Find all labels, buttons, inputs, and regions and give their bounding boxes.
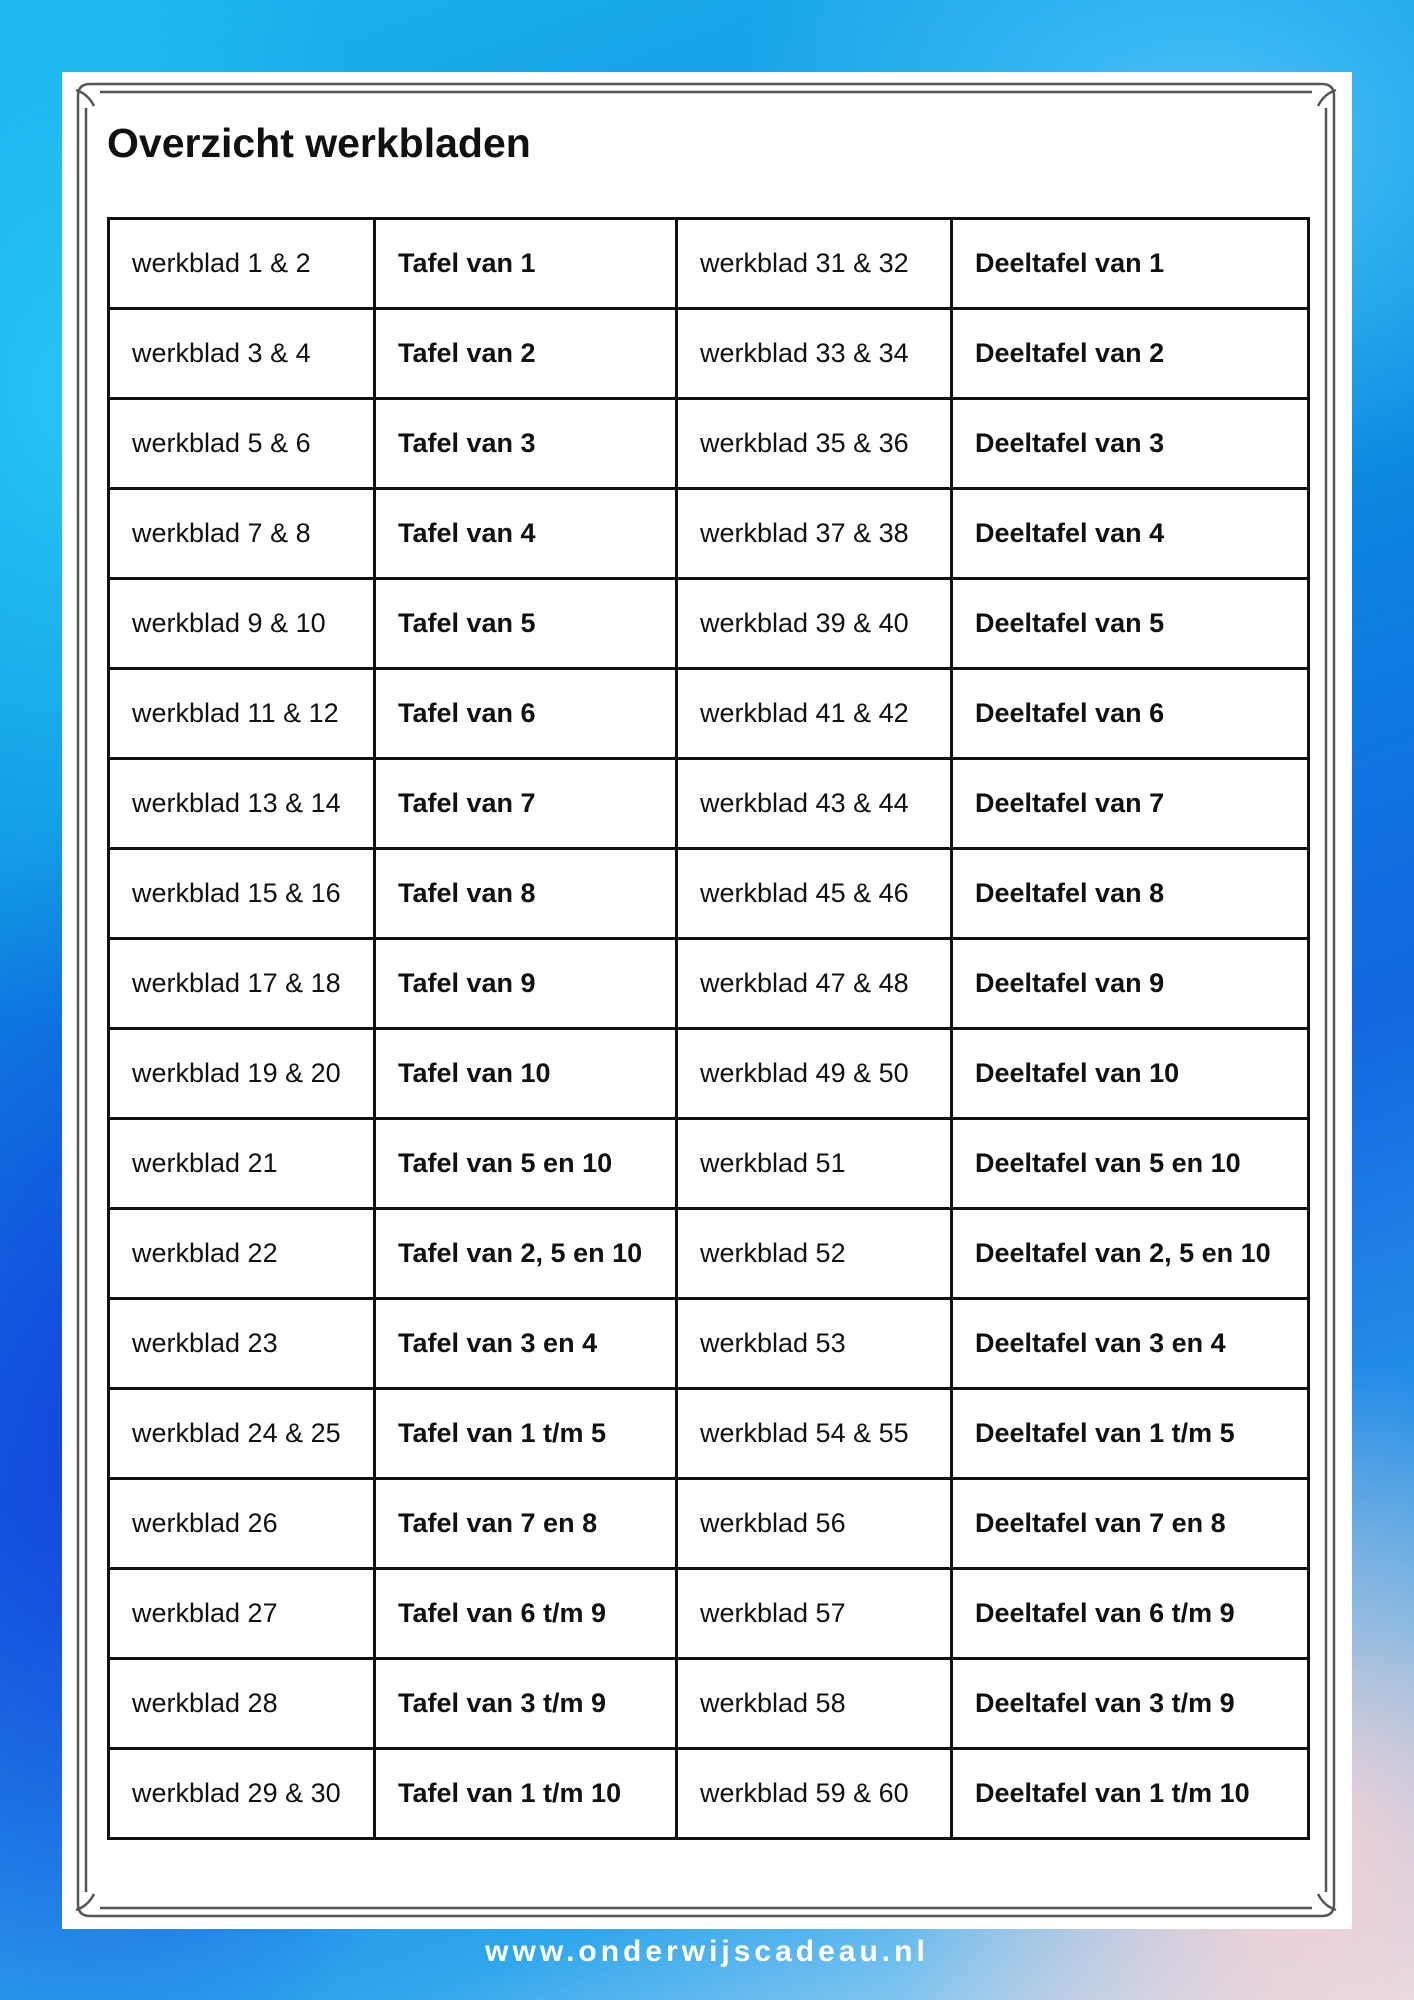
worksheet-number-cell: werkblad 15 & 16	[109, 849, 375, 939]
table-row	[109, 1659, 1309, 1749]
worksheet-number-cell: werkblad 19 & 20	[109, 1029, 375, 1119]
table-topic-cell: Tafel van 2, 5 en 10	[375, 1209, 677, 1299]
table-row	[109, 1299, 1309, 1389]
division-topic-cell: Deeltafel van 6	[952, 669, 1309, 759]
worksheet-number-cell: werkblad 57	[677, 1569, 952, 1659]
worksheet-number-cell: werkblad 27	[109, 1569, 375, 1659]
page-title: Overzicht werkbladen	[107, 120, 531, 166]
worksheet-number-cell: werkblad 21	[109, 1119, 375, 1209]
worksheet-number-cell: werkblad 54 & 55	[677, 1389, 952, 1479]
division-topic-cell: Deeltafel van 6 t/m 9	[952, 1569, 1309, 1659]
table-topic-cell: Tafel van 1 t/m 10	[375, 1749, 677, 1839]
division-topic-cell: Deeltafel van 3 en 4	[952, 1299, 1309, 1389]
division-topic-cell: Deeltafel van 3 t/m 9	[952, 1659, 1309, 1749]
worksheet-number-cell: werkblad 9 & 10	[109, 579, 375, 669]
worksheet-number-cell: werkblad 33 & 34	[677, 309, 952, 399]
table-row	[109, 1569, 1309, 1659]
worksheet-number-cell: werkblad 29 & 30	[109, 1749, 375, 1839]
worksheet-number-cell: werkblad 22	[109, 1209, 375, 1299]
worksheet-number-cell: werkblad 56	[677, 1479, 952, 1569]
table-row	[109, 669, 1309, 759]
division-topic-cell: Deeltafel van 2, 5 en 10	[952, 1209, 1309, 1299]
division-topic-cell: Deeltafel van 1 t/m 5	[952, 1389, 1309, 1479]
table-topic-cell: Tafel van 1 t/m 5	[375, 1389, 677, 1479]
division-topic-cell: Deeltafel van 1	[952, 219, 1309, 309]
worksheet-number-cell: werkblad 17 & 18	[109, 939, 375, 1029]
table-row	[109, 579, 1309, 669]
table-topic-cell: Tafel van 3 t/m 9	[375, 1659, 677, 1749]
table-topic-cell: Tafel van 5 en 10	[375, 1119, 677, 1209]
worksheet-number-cell: werkblad 47 & 48	[677, 939, 952, 1029]
table-topic-cell: Tafel van 6 t/m 9	[375, 1569, 677, 1659]
worksheet-number-cell: werkblad 11 & 12	[109, 669, 375, 759]
worksheet-number-cell: werkblad 43 & 44	[677, 759, 952, 849]
table-topic-cell: Tafel van 1	[375, 219, 677, 309]
division-topic-cell: Deeltafel van 1 t/m 10	[952, 1749, 1309, 1839]
division-topic-cell: Deeltafel van 5 en 10	[952, 1119, 1309, 1209]
table-row	[109, 309, 1309, 399]
division-topic-cell: Deeltafel van 7 en 8	[952, 1479, 1309, 1569]
worksheet-number-cell: werkblad 51	[677, 1119, 952, 1209]
worksheet-number-cell: werkblad 58	[677, 1659, 952, 1749]
table-row	[109, 489, 1309, 579]
worksheet-number-cell: werkblad 52	[677, 1209, 952, 1299]
table-row	[109, 759, 1309, 849]
worksheet-number-cell: werkblad 53	[677, 1299, 952, 1389]
table-row	[109, 849, 1309, 939]
worksheet-number-cell: werkblad 39 & 40	[677, 579, 952, 669]
division-topic-cell: Deeltafel van 3	[952, 399, 1309, 489]
table-topic-cell: Tafel van 6	[375, 669, 677, 759]
table-topic-cell: Tafel van 5	[375, 579, 677, 669]
table-topic-cell: Tafel van 10	[375, 1029, 677, 1119]
worksheet-number-cell: werkblad 23	[109, 1299, 375, 1389]
division-topic-cell: Deeltafel van 5	[952, 579, 1309, 669]
worksheet-overview-table	[107, 217, 1310, 1840]
table-body	[109, 219, 1309, 1839]
worksheet-page	[62, 72, 1352, 1929]
worksheet-number-cell: werkblad 7 & 8	[109, 489, 375, 579]
worksheet-number-cell: werkblad 45 & 46	[677, 849, 952, 939]
division-topic-cell: Deeltafel van 8	[952, 849, 1309, 939]
division-topic-cell: Deeltafel van 9	[952, 939, 1309, 1029]
footer-url: www.onderwijscadeau.nl	[485, 1935, 929, 1968]
table-topic-cell: Tafel van 7 en 8	[375, 1479, 677, 1569]
worksheet-number-cell: werkblad 35 & 36	[677, 399, 952, 489]
table-topic-cell: Tafel van 7	[375, 759, 677, 849]
table-row	[109, 1389, 1309, 1479]
table-row	[109, 1749, 1309, 1839]
table-row	[109, 1119, 1309, 1209]
table-row	[109, 1029, 1309, 1119]
worksheet-number-cell: werkblad 31 & 32	[677, 219, 952, 309]
table-topic-cell: Tafel van 2	[375, 309, 677, 399]
worksheet-number-cell: werkblad 1 & 2	[109, 219, 375, 309]
worksheet-number-cell: werkblad 37 & 38	[677, 489, 952, 579]
worksheet-number-cell: werkblad 26	[109, 1479, 375, 1569]
division-topic-cell: Deeltafel van 10	[952, 1029, 1309, 1119]
table-topic-cell: Tafel van 4	[375, 489, 677, 579]
worksheet-number-cell: werkblad 41 & 42	[677, 669, 952, 759]
worksheet-number-cell: werkblad 49 & 50	[677, 1029, 952, 1119]
table-row	[109, 219, 1309, 309]
worksheet-number-cell: werkblad 13 & 14	[109, 759, 375, 849]
worksheet-number-cell: werkblad 28	[109, 1659, 375, 1749]
division-topic-cell: Deeltafel van 7	[952, 759, 1309, 849]
worksheet-number-cell: werkblad 24 & 25	[109, 1389, 375, 1479]
worksheet-number-cell: werkblad 3 & 4	[109, 309, 375, 399]
table-topic-cell: Tafel van 9	[375, 939, 677, 1029]
worksheet-number-cell: werkblad 59 & 60	[677, 1749, 952, 1839]
division-topic-cell: Deeltafel van 4	[952, 489, 1309, 579]
table-topic-cell: Tafel van 3 en 4	[375, 1299, 677, 1389]
table-topic-cell: Tafel van 3	[375, 399, 677, 489]
division-topic-cell: Deeltafel van 2	[952, 309, 1309, 399]
table-row	[109, 1479, 1309, 1569]
table-row	[109, 1209, 1309, 1299]
table-row	[109, 399, 1309, 489]
worksheet-number-cell: werkblad 5 & 6	[109, 399, 375, 489]
table-topic-cell: Tafel van 8	[375, 849, 677, 939]
table-row	[109, 939, 1309, 1029]
